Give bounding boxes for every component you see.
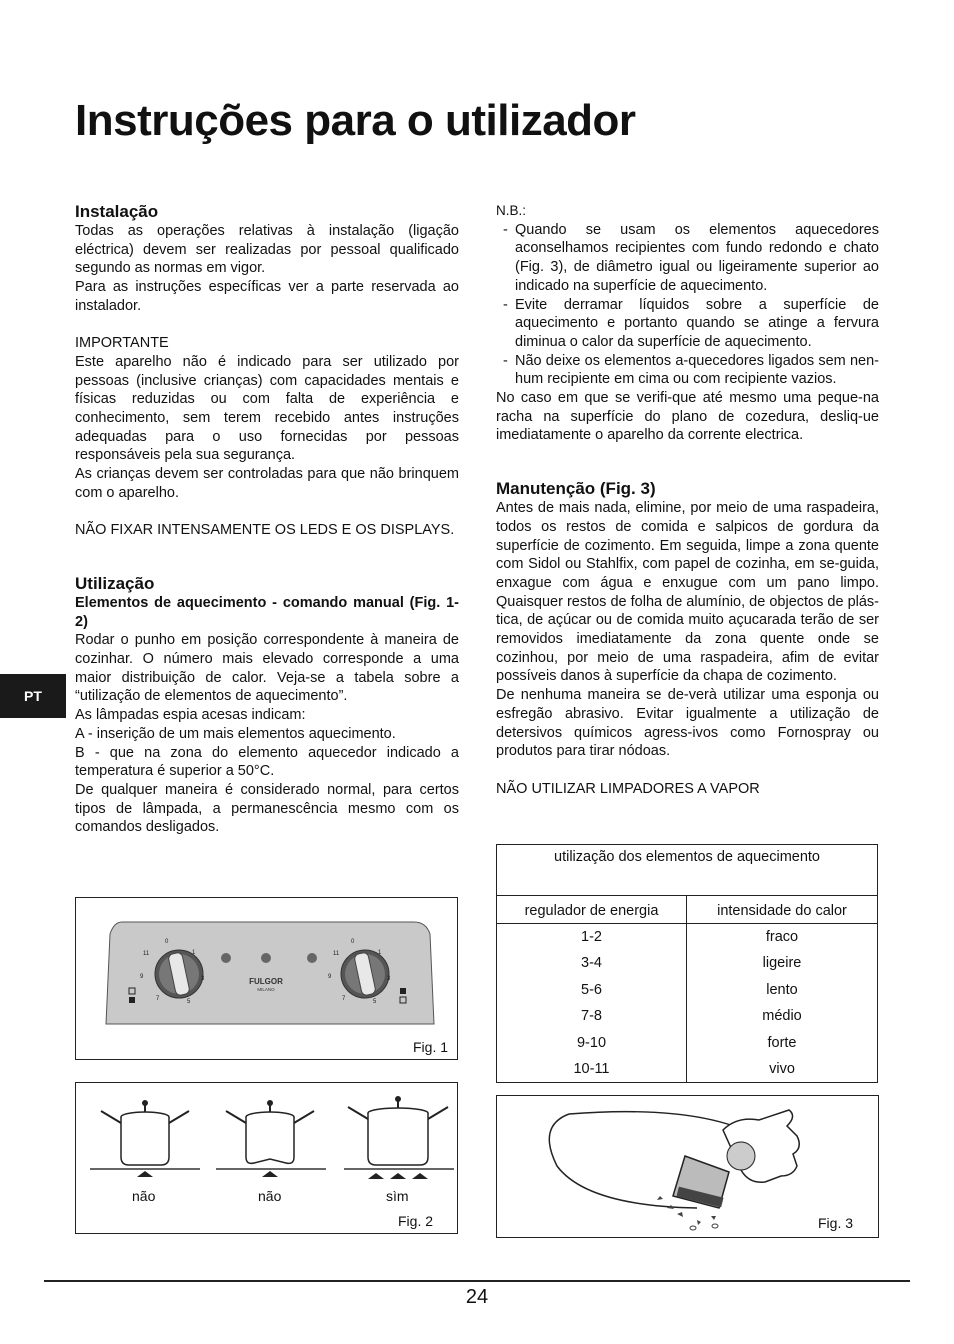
figure-2	[75, 1082, 458, 1234]
paragraph: De qualquer maneira é considerado normal, para certos tipos de lâmpada, a permanescência mesmo com os comandos desligados.	[75, 781, 459, 836]
table-row	[497, 950, 878, 977]
page-title: Instruções para o utilizador	[75, 96, 636, 145]
brand-sub: MILANO	[257, 987, 275, 992]
right-column	[496, 202, 879, 798]
table-cell: ligeire	[762, 955, 802, 972]
dial-number: 5	[373, 999, 377, 1005]
table-cell: 5-6	[497, 977, 687, 1004]
dial-number: 1	[192, 950, 196, 956]
indicator-lamp-icon	[221, 953, 231, 963]
brand-logo: FULGOR	[249, 977, 283, 986]
table-row	[497, 1056, 878, 1083]
table-cell: fraco	[765, 929, 799, 945]
pot-icon	[344, 1096, 454, 1179]
table-cell: médio	[762, 1008, 802, 1025]
figure-3	[496, 1095, 879, 1238]
leds-warning: NÃO FIXAR INTENSAMENTE OS LEDS E OS DISPLAYS.	[75, 522, 455, 539]
heating-table	[496, 844, 878, 1083]
table-cell: forte	[767, 1034, 797, 1051]
list-item: - Não deixe os elementos a-quecedores ligados sem nen-hum recipiente em cima ou com recipiente vazios.	[496, 352, 879, 389]
figure-label: Fig. 1	[413, 1039, 449, 1055]
nb-label: N.B.:	[496, 203, 527, 218]
control-panel-illustration	[76, 898, 459, 1061]
table-cell: 1-2	[497, 924, 687, 951]
section-title-instalacao: Instalação	[75, 202, 159, 221]
paragraph: De nenhuma maneira se de-verà utilizar uma esponja ou esfregão abrasivo. Evitar igualmente a utilização de detersivos químicos agress-ivos como Fornospray ou produtos para tirar nódoas.	[496, 687, 879, 760]
table-row	[497, 977, 878, 1004]
figure-1	[75, 897, 458, 1060]
paragraph: Para as instruções específicas ver a parte reservada ao instalador.	[75, 279, 459, 314]
paragraph: B - que na zona do elemento aquecedor indicado a temperatura é superior a 50°C.	[75, 744, 459, 780]
nb-list	[496, 221, 879, 389]
vapor-warning: NÃO UTILIZAR LIMPADORES A VAPOR	[496, 780, 760, 797]
language-tab: PT	[0, 674, 66, 718]
page-number: 24	[465, 1286, 489, 1308]
list-item: - Quando se usam os elementos aquecedores aconselhamos recipientes com fundo redondo e chato (Fig. 3), de diâmetro igual ou ligeiramente superior ao indicado na superfície de aquecimento.	[496, 221, 879, 296]
dial-number: 11	[143, 951, 150, 957]
paragraph: Rodar o punho em posição correspondente à maneira de cozinhar. O número mais elevado corresponde a uma maior distribuição de calor. Veja-se a tabela sobre a “utilização de elementos de aquecimento”.	[75, 632, 459, 705]
figure-label: Fig. 2	[398, 1213, 434, 1229]
paragraph: As crianças devem ser controladas para que não brinquem com o aparelho.	[75, 466, 459, 501]
table-header-intensidade: intensidade do calor	[687, 896, 878, 924]
paragraph: No caso em que se verifi-que até mesmo uma peque-na racha na superfície do plano de cozedura, desliq-ue imediatamente o aparelho da corrente electrica.	[496, 390, 879, 444]
dial-number: 3	[201, 976, 205, 982]
indicator-lamp-icon	[261, 953, 271, 963]
dial-number: 7	[156, 996, 160, 1002]
left-column	[75, 202, 459, 837]
figure-caption: sìm	[386, 1188, 409, 1204]
dial-number: 0	[165, 939, 169, 945]
figure-caption: não	[132, 1188, 156, 1204]
table-row	[497, 924, 878, 951]
pot-icon	[216, 1100, 326, 1177]
table-caption: utilização dos elementos de aquecimento	[497, 845, 878, 896]
section-title-utilizacao: Utilização	[75, 573, 155, 593]
table-row	[497, 1003, 878, 1030]
table-row	[497, 1030, 878, 1057]
importante-label: IMPORTANTE	[75, 335, 169, 352]
section-subtitle: Elementos de aquecimento - comando manual (Fig. 1-2)	[75, 594, 459, 630]
dial-number: 1	[378, 950, 382, 956]
table-cell: 3-4	[497, 950, 687, 977]
pot-icon	[90, 1100, 200, 1177]
section-title-manutencao: Manutenção (Fig. 3)	[496, 479, 656, 499]
figure-caption: não	[258, 1188, 282, 1204]
paragraph: As lâmpadas espia acesas indicam:	[75, 707, 306, 724]
dial-number: 9	[328, 974, 332, 980]
paragraph: Este aparelho não é indicado para ser utilizado por pessoas (inclusive crianças) com capacidades mentais e físicas reduzidas ou com falta de experiência e conhecimento, sem terem recebido antes instruções adequadas para o uso fornecidas por pessoas responsáveis pela sua segurança.	[75, 353, 459, 464]
dial-number: 11	[333, 951, 340, 957]
paragraph: Antes de mais nada, elimine, por meio de uma raspadeira, todos os restos de comida e salpicos de gordura da superfície de cozimento. Em seguida, limpe a zona quente com Sidol ou Stahlfix, com papel de cozinha, em se-guida, enxague com água e enxugue com um pano limpo. Quaisquer restos de folha de alumínio, de objectos de plás-tica, de açúcar ou de comida muito açucarada terão de ser removidos imediatamente da zona quente onde se cozinhou, por meio de uma raspadeira, afim de evitar possíveis danos à superfície da chapa de cozimento.	[496, 500, 879, 685]
indicator-lamp-icon	[307, 953, 317, 963]
paragraph: A - inserição de um mais elementos aquecimento.	[75, 725, 396, 742]
figure-label: Fig. 3	[818, 1215, 854, 1231]
table-header-regulador: regulador de energia	[497, 896, 687, 924]
footer-divider	[44, 1280, 910, 1282]
table-cell: lento	[766, 981, 798, 998]
dial-number: 5	[187, 999, 191, 1005]
dial-number: 9	[140, 974, 144, 980]
dial-number: 7	[342, 996, 346, 1002]
table-cell: 10-11	[497, 1056, 687, 1083]
paragraph: Todas as operações relativas à instalação (ligação eléctrica) devem ser realizadas por pessoal qualificado segundo as normas em vigor.	[75, 223, 459, 277]
list-item: - Evite derramar líquidos sobre a superfície de aquecimento e portanto quando se atinge a fervura diminua o calor da superfície de aquecimento.	[496, 296, 879, 352]
table-cell: vivo	[769, 1061, 795, 1077]
table-cell: 7-8	[497, 1003, 687, 1030]
dial-number: 3	[387, 976, 391, 982]
table-cell: 9-10	[497, 1030, 687, 1057]
dial-number: 0	[351, 939, 355, 945]
